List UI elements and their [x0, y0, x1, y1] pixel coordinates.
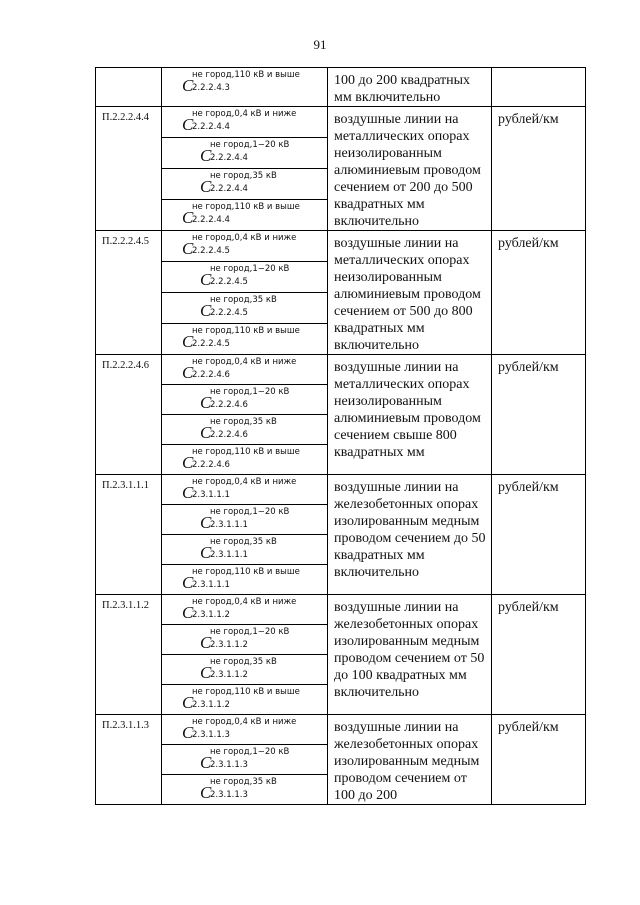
formula-superscript: не город,110 кВ и выше [192, 567, 300, 577]
formula-symbol: C [182, 723, 194, 742]
description-cell: воздушные линии на железобетонных опорах изолированным медным проводом сечением от 100 до 200 [328, 715, 492, 805]
table-row [96, 107, 586, 138]
formula-cell [162, 445, 328, 475]
formula-superscript: не город,0,4 кВ и ниже [192, 357, 297, 367]
formula-subscript: 2.2.2.4.4 [210, 153, 248, 163]
formula-subscript: 2.2.2.4.4 [192, 122, 230, 132]
formula-cell [162, 138, 328, 169]
formula-cell [162, 475, 328, 505]
description-cell: воздушные линии на железобетонных опорах изолированным медным проводом сечением от 50 до 100 квадратных мм включительно [328, 595, 492, 715]
formula-symbol: C [182, 239, 194, 258]
formula-symbol: C [200, 423, 212, 442]
code-cell [96, 68, 162, 107]
formula-cell [162, 685, 328, 715]
formula-subscript: 2.2.2.4.4 [210, 184, 248, 194]
formula-superscript: не город,35 кВ [210, 417, 277, 427]
formula-subscript: 2.2.2.4.5 [192, 246, 230, 256]
rates-table-body [96, 68, 586, 805]
formula-symbol: C [200, 393, 212, 412]
formula-cell [162, 293, 328, 324]
formula-subscript: 2.2.2.4.5 [210, 308, 248, 318]
formula-symbol: C [182, 332, 194, 351]
unit-cell [492, 68, 586, 107]
description-cell: воздушные линии на железобетонных опорах изолированным медным проводом сечением до 50 квадратных мм включительно [328, 475, 492, 595]
formula-superscript: не город,35 кВ [210, 295, 277, 305]
formula-subscript: 2.2.2.4.4 [192, 215, 230, 225]
formula-subscript: 2.2.2.4.3 [192, 83, 230, 93]
formula-subscript: 2.3.1.1.1 [210, 550, 248, 560]
formula-cell [162, 385, 328, 415]
formula-subscript: 2.2.2.4.6 [192, 460, 230, 470]
formula-cell [162, 415, 328, 445]
formula-subscript: 2.2.2.4.6 [210, 400, 248, 410]
formula-symbol: C [200, 513, 212, 532]
formula-cell [162, 107, 328, 138]
code-cell: П.2.2.2.4.4 [96, 107, 162, 231]
formula-superscript: не город,0,4 кВ и ниже [192, 233, 297, 243]
unit-cell: рублей/км [492, 595, 586, 715]
formula-subscript: 2.2.2.4.5 [210, 277, 248, 287]
formula-cell [162, 775, 328, 805]
formula-subscript: 2.2.2.4.6 [210, 430, 248, 440]
formula-symbol: C [182, 693, 194, 712]
rates-table [95, 67, 586, 805]
formula-symbol: C [200, 146, 212, 165]
formula-symbol: C [182, 603, 194, 622]
formula-cell [162, 355, 328, 385]
formula-subscript: 2.3.1.1.3 [210, 790, 248, 800]
formula-superscript: не город,110 кВ и выше [192, 326, 300, 336]
formula-subscript: 2.3.1.1.2 [192, 610, 230, 620]
formula-superscript: не город,1−20 кВ [210, 627, 290, 637]
formula-cell [162, 262, 328, 293]
formula-symbol: C [182, 208, 194, 227]
table-row [96, 595, 586, 625]
formula-subscript: 2.3.1.1.3 [210, 760, 248, 770]
formula-superscript: не город,0,4 кВ и ниже [192, 717, 297, 727]
formula-symbol: C [182, 453, 194, 472]
first-block-row [96, 68, 586, 107]
formula-cell [162, 169, 328, 200]
formula-subscript: 2.3.1.1.2 [192, 700, 230, 710]
formula-subscript: 2.3.1.1.1 [210, 520, 248, 530]
formula-symbol: C [182, 573, 194, 592]
formula-superscript: не город,35 кВ [210, 657, 277, 667]
code-cell: П.2.2.2.4.6 [96, 355, 162, 475]
formula-cell [162, 625, 328, 655]
formula-symbol: C [182, 363, 194, 382]
unit-cell: рублей/км [492, 475, 586, 595]
formula-superscript: не город,35 кВ [210, 537, 277, 547]
formula-symbol: C [182, 115, 194, 134]
formula-symbol: C [182, 483, 194, 502]
formula-superscript: не город,35 кВ [210, 171, 277, 181]
formula-cell [162, 68, 328, 107]
formula-cell [162, 745, 328, 775]
page-number: 91 [313, 37, 327, 52]
code-cell: П.2.2.2.4.5 [96, 231, 162, 355]
formula-subscript: 2.2.2.4.5 [192, 339, 230, 349]
formula-superscript: не город,1−20 кВ [210, 747, 290, 757]
formula-superscript: не город,35 кВ [210, 777, 277, 787]
unit-cell: рублей/км [492, 715, 586, 805]
formula-superscript: не город,1−20 кВ [210, 264, 290, 274]
description-cell: 100 до 200 квадратных мм включительно [328, 68, 492, 107]
unit-cell: рублей/км [492, 107, 586, 231]
formula-superscript: не город,110 кВ и выше [192, 447, 300, 457]
unit-cell: рублей/км [492, 355, 586, 475]
formula-subscript: 2.3.1.1.2 [210, 670, 248, 680]
formula-cell [162, 505, 328, 535]
description-cell: воздушные линии на металлических опорах неизолированным алюминиевым проводом сечением от 500 до 800 квадратных мм включительно [328, 231, 492, 355]
formula-superscript: не город,0,4 кВ и ниже [192, 477, 297, 487]
formula-cell [162, 715, 328, 745]
formula-symbol: C [200, 270, 212, 289]
formula-subscript: 2.2.2.4.6 [192, 370, 230, 380]
formula-subscript: 2.3.1.1.1 [192, 580, 230, 590]
formula-superscript: не город,110 кВ и выше [192, 687, 300, 697]
table-row [96, 355, 586, 385]
formula-subscript: 2.3.1.1.2 [210, 640, 248, 650]
formula-symbol: C [200, 663, 212, 682]
code-cell: П.2.3.1.1.2 [96, 595, 162, 715]
table-row [96, 231, 586, 262]
description-cell: воздушные линии на металлических опорах неизолированным алюминиевым проводом сечением от 200 до 500 квадратных мм включительно [328, 107, 492, 231]
formula-cell [162, 231, 328, 262]
formula-superscript: не город,1−20 кВ [210, 507, 290, 517]
formula-symbol: C [200, 301, 212, 320]
table-row [96, 475, 586, 505]
formula-symbol: C [200, 753, 212, 772]
code-cell: П.2.3.1.1.3 [96, 715, 162, 805]
formula-cell [162, 565, 328, 595]
description-cell: воздушные линии на металлических опорах неизолированным алюминиевым проводом сечением свыше 800 квадратных мм [328, 355, 492, 475]
table-row [96, 715, 586, 745]
formula-superscript: не город,110 кВ и выше [192, 202, 300, 212]
formula-symbol: C [200, 543, 212, 562]
formula-cell [162, 595, 328, 625]
formula-superscript: не город,1−20 кВ [210, 140, 290, 150]
formula-superscript: не город,0,4 кВ и ниже [192, 109, 297, 119]
formula-superscript: не город,0,4 кВ и ниже [192, 597, 297, 607]
formula-cell [162, 655, 328, 685]
code-cell: П.2.3.1.1.1 [96, 475, 162, 595]
formula-symbol: C [200, 177, 212, 196]
formula-cell [162, 200, 328, 231]
formula-symbol: C [182, 76, 194, 95]
unit-cell: рублей/км [492, 231, 586, 355]
formula-cell [162, 535, 328, 565]
formula-cell [162, 324, 328, 355]
formula-symbol: C [200, 783, 212, 802]
formula-subscript: 2.3.1.1.3 [192, 730, 230, 740]
formula-symbol: C [200, 633, 212, 652]
formula-subscript: 2.3.1.1.1 [192, 490, 230, 500]
formula-superscript: не город,110 кВ и выше [192, 70, 300, 80]
formula-superscript: не город,1−20 кВ [210, 387, 290, 397]
